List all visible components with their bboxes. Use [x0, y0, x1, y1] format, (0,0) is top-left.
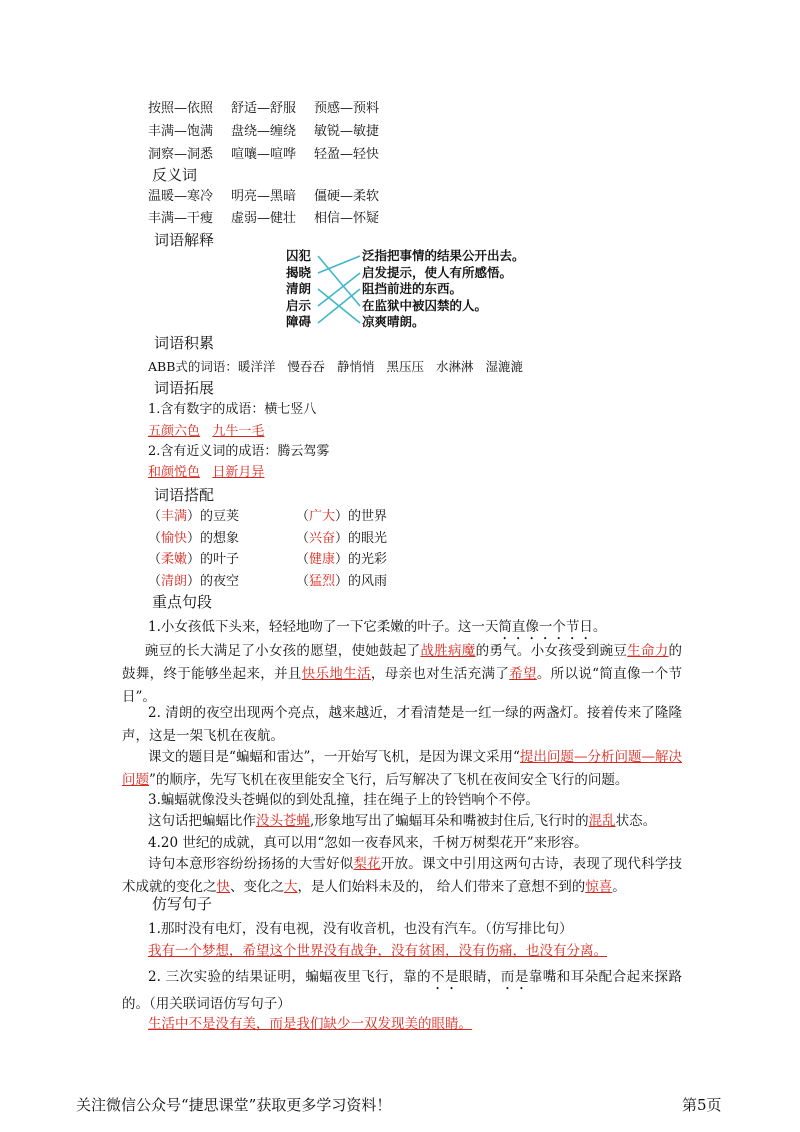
page-number: 第5页 — [682, 1096, 722, 1114]
answer: 混乱 — [588, 813, 616, 829]
answer: 梨花 — [353, 856, 381, 872]
antonym-row-1 — [148, 188, 397, 206]
answer: 清朗 — [161, 574, 188, 589]
imitate-question-1: 1.那时没有电灯，没有电视，没有收音机，也没有汽车。（仿写排比句） — [148, 921, 573, 937]
synonym-row-1 — [148, 100, 397, 118]
expand-title: 词语拓展 — [154, 379, 215, 397]
abb-word: 黑压压 — [386, 359, 424, 374]
collocation-noun: 的眼光 — [348, 531, 388, 546]
abb-label: ABB式的词语： — [148, 359, 238, 374]
answer: 生命力 — [627, 643, 669, 659]
abb-word: 慢吞吞 — [287, 359, 325, 374]
collocation-noun: 的光彩 — [348, 552, 388, 567]
answer: 大 — [284, 879, 298, 895]
imitate-question-2 — [122, 966, 682, 1016]
text: 靠嘴和耳朵配合起来探路的。（用关联词语仿写句子） — [122, 969, 683, 1012]
collocation-noun: 的叶子 — [200, 552, 240, 567]
answer: 健康 — [309, 552, 336, 567]
answer: 日新月异 — [212, 465, 265, 480]
emphasis-dotted: 简直像一个节日 — [498, 619, 593, 635]
imitate-answer-2 — [148, 1013, 668, 1036]
abb-word: 暖洋洋 — [237, 359, 276, 374]
word-pair: 敏锐—敏捷 — [314, 124, 380, 139]
word-pair: 轻盈—轻快 — [314, 147, 380, 162]
synonym-row-3 — [148, 146, 397, 164]
word-pair: 洞察—洞悉 — [148, 147, 214, 162]
antonym-title: 反义词 — [152, 166, 198, 184]
match-right-definition: 阻挡前进的东西。 — [362, 281, 463, 296]
collocation-noun: 的风雨 — [348, 574, 388, 589]
word-pair: 盘绕—缠绕 — [231, 124, 297, 139]
answer: 猛烈 — [309, 574, 336, 589]
collocation-row: （清朗）的夜空 （猛烈）的风雨 — [148, 574, 388, 589]
answer: 五颜六色 — [148, 424, 201, 439]
answer: 惊喜 — [585, 879, 613, 895]
answer: 广大 — [309, 509, 336, 524]
answer: 希望 — [509, 666, 537, 682]
answer: 兴奋 — [309, 531, 336, 546]
accum-title: 词语积累 — [154, 334, 215, 352]
abb-word: 水淋淋 — [435, 359, 474, 374]
explain-title: 词语解释 — [154, 231, 215, 249]
imitate-title: 仿写句子 — [152, 895, 213, 913]
collocation-row: （柔嫩）的叶子 （健康）的光彩 — [148, 552, 388, 567]
key-analysis-3 — [122, 810, 682, 833]
answer: 我有一个梦想，希望这个世界没有战争，没有贫困，没有伤痛，也没有分离。 — [148, 943, 607, 959]
text: 豌豆的长大满足了小女孩的愿望，使她鼓起了 — [144, 643, 421, 659]
expand-item-2: 2.含有近义词的成语：腾云驾雾 — [148, 444, 330, 459]
abb-word: 静悄悄 — [336, 359, 375, 374]
collocation-title: 词语搭配 — [154, 486, 215, 504]
synonym-row-2 — [148, 123, 397, 141]
text: 。 — [612, 879, 626, 895]
expand-answers-1 — [148, 423, 264, 441]
text: 、变化之 — [230, 879, 284, 895]
collocation-noun: 的夜空 — [200, 574, 240, 589]
imitate-answer-1 — [148, 940, 668, 963]
text: 这句话把蝙蝠比作 — [148, 813, 256, 829]
collocation-noun: 的豆荚 — [200, 509, 240, 524]
text: 的鼓舞，终于能够坐起来，并且 — [122, 643, 683, 682]
key-sentence-1 — [122, 616, 682, 643]
match-right-definition: 凉爽晴朗。 — [362, 314, 425, 329]
key-analysis-2 — [122, 746, 682, 792]
match-line — [318, 273, 360, 306]
expand-answers-2 — [148, 464, 264, 482]
match-right-definition: 启发提示，使人有所感悟。 — [362, 264, 513, 280]
antonym-row-2 — [148, 210, 397, 228]
match-right-definition: 在监狱中被囚禁的人。 — [362, 297, 488, 313]
emphasis-dotted: 而是 — [500, 969, 529, 985]
word-pair: 丰满—饱满 — [148, 124, 214, 139]
answer: 快乐地生活 — [301, 666, 371, 682]
match-left-word: 启示 — [286, 297, 312, 313]
answer: 战胜病魔 — [420, 643, 476, 659]
text: 开放。课文中引用这两句古诗，表现了现代科学技术成就的变化之 — [122, 856, 683, 895]
text: ，是人们始料未及的， 给人们带来了意想不到的 — [297, 879, 586, 895]
answer: 愉快 — [161, 531, 188, 546]
key-sentence-2: 2. 清朗的夜空出现两个亮点，越来越近，才看清楚是一红一绿的两盏灯。接着传来了隆隆声，这是一架飞机在夜航。 — [122, 705, 682, 744]
word-pair: 明亮—黑暗 — [231, 189, 297, 204]
collocation-noun: 的世界 — [348, 509, 388, 524]
text: 课文的题目是“蝙蝠和雷达”，一开始写飞机，是因为课文采用“ — [148, 749, 520, 765]
word-pair: 温暖—寒冷 — [148, 189, 214, 204]
match-left-word: 揭晓 — [286, 264, 312, 280]
answer: 九牛一毛 — [212, 424, 265, 439]
key-analysis-4 — [122, 853, 682, 899]
footer-note: 关注微信公众号“捷思课堂”获取更多学习资料！ — [76, 1096, 392, 1114]
text: 2. 三次实验的结果证明，蝙蝠夜里飞行，靠的 — [148, 969, 432, 985]
word-pair: 舒适—舒服 — [231, 101, 297, 116]
word-pair: 相信—怀疑 — [314, 211, 380, 226]
key-analysis-1 — [122, 640, 682, 709]
word-pair: 僵硬—柔软 — [314, 189, 380, 204]
abb-words-line — [148, 358, 523, 376]
text: 眼睛， — [458, 969, 501, 985]
word-pair: 丰满—干瘦 — [148, 211, 214, 226]
text: 。所以说“简直像一个节日”。 — [122, 666, 683, 705]
text: ,形象地写出了蝙蝠耳朵和嘴被封住后,飞行时的 — [310, 813, 589, 829]
text: 状态。 — [615, 813, 657, 829]
word-pair: 预感—预料 — [314, 101, 380, 116]
answer: 柔嫩 — [161, 552, 188, 567]
match-left-word: 囚犯 — [286, 248, 312, 263]
word-pair: 按照—依照 — [148, 101, 214, 116]
answer: 快 — [216, 879, 230, 895]
collocation-row: （丰满）的豆荚 （广大）的世界 — [148, 509, 388, 524]
match-line — [318, 256, 360, 306]
emphasis-dotted: 不是 — [431, 969, 459, 985]
word-matching-figure — [286, 248, 546, 332]
text: 1.小女孩低下头来，轻轻地吻了一下它柔嫩的叶子。这一天 — [148, 619, 499, 635]
text: ”的顺序，先写飞机在夜里能安全飞行，后写解决了飞机在夜间安全飞行的问题。 — [149, 772, 629, 788]
answer: 没头苍蝇 — [256, 813, 310, 829]
match-right-definition: 泛指把事情的结果公开出去。 — [362, 248, 525, 263]
answer: 生活中不是没有美，而是我们缺少一双发现美的眼睛。 — [148, 1016, 472, 1032]
key-title: 重点句段 — [152, 593, 213, 611]
answer: 和颜悦色 — [148, 465, 201, 480]
collocation-noun: 的想象 — [200, 531, 240, 546]
match-left-word: 清朗 — [286, 281, 312, 296]
expand-item-1: 1.含有数字的成语：横七竖八 — [148, 402, 317, 417]
abb-word: 湿漉漉 — [485, 359, 523, 374]
text: 诗句本意形容纷纷扬扬的大雪好似 — [148, 856, 354, 872]
answer: 提出问题—分析问题—解决问题 — [122, 749, 682, 788]
matching-lines — [316, 248, 364, 332]
word-pair: 喧嚷—喧哗 — [231, 147, 297, 162]
collocation-row: （愉快）的想象 （兴奋）的眼光 — [148, 531, 388, 546]
key-sentence-4: 4.20 世纪的成就，真可以用“忽如一夜春风来，千树万树梨花开”来形容。 — [148, 835, 588, 851]
text: 。 — [592, 619, 607, 635]
text: ，母亲也对生活充满了 — [370, 666, 510, 682]
match-left-word: 障碍 — [286, 314, 312, 329]
key-sentence-3: 3.蝙蝠就像没头苍蝇似的到处乱撞，挂在绳子上的铃铛响个不停。 — [148, 792, 539, 808]
text: 的勇气。小女孩受到豌豆 — [475, 643, 628, 659]
answer: 丰满 — [161, 509, 188, 524]
word-pair: 虚弱—健壮 — [231, 211, 297, 226]
